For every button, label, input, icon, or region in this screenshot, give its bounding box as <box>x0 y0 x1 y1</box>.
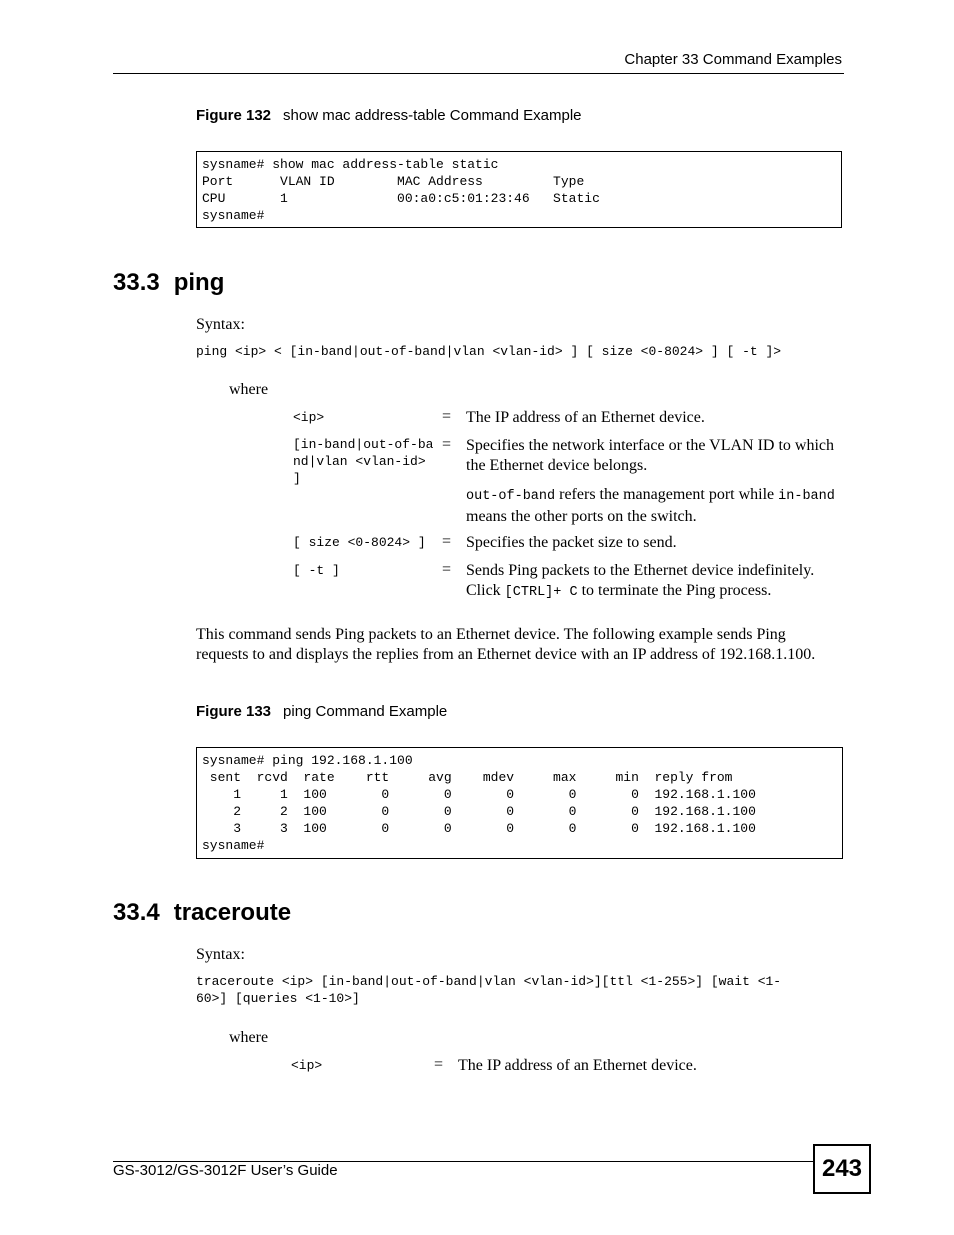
param-term: <ip> <box>291 1058 323 1073</box>
body-paragraph: This command sends Ping packets to an Ethernet device. The following example sends Ping requests to and displays the replies from an Ethernet device with an IP address of 192.168.1.100. <box>196 626 816 663</box>
param-term: <ip> <box>293 410 325 425</box>
figure-title: show mac address-table Command Example <box>283 107 582 124</box>
header-rule <box>113 73 844 74</box>
section-heading-ping <box>113 269 224 297</box>
inline-code: in-band <box>778 489 835 504</box>
param-term: [ size <0-8024> ] <box>293 535 426 550</box>
param-equals: = <box>442 533 452 550</box>
section-heading-traceroute <box>113 899 291 927</box>
figure-133-code-box <box>196 747 843 859</box>
figure-label: Figure 132 <box>196 107 272 124</box>
figure-132-caption <box>196 107 582 124</box>
syntax-label: Syntax: <box>196 946 245 963</box>
traceroute-syntax: traceroute <ip> [in-band|out-of-band|vlan <vlan-id>][ttl <1-255>] [wait <1- 60>] [queries <1-10>] <box>196 974 782 1006</box>
param-term: [in-band|out-of-band|vlan <vlan-id> ] <box>293 437 434 486</box>
section-number: 33.3 <box>113 269 160 296</box>
footer-guide-title: GS-3012/GS-3012F User’s Guide <box>113 1162 338 1179</box>
param-term: [ -t ] <box>293 563 340 578</box>
figure-133-code: sysname# ping 192.168.1.100 sent rcvd rate rtt avg mdev max min reply from 1 1 100 0 0 0 0 0 192.168.1.100 2 2 100 0 0 0 0 0 192.168.1.100 3 3 100 0 0 0 0 0 192.168.1.100 sysname# <box>202 753 756 853</box>
running-header: Chapter 33 Command Examples <box>624 51 842 68</box>
param-description: Specifies the network interface or the VLAN ID to which the Ethernet device belongs. <box>466 437 835 474</box>
param-description: Sends Ping packets to the Ethernet device indefinitely. Click [CTRL]+ C to terminate the Ping process. <box>466 562 815 600</box>
param-equals: = <box>442 436 452 453</box>
param-equals: = <box>434 1056 444 1073</box>
figure-132-code: sysname# show mac address-table static Port VLAN ID MAC Address Type CPU 1 00:a0:c5:01:23:46 Static sysname# <box>202 157 600 223</box>
where-label: where <box>229 1029 269 1046</box>
param-description: The IP address of an Ethernet device. <box>458 1057 697 1074</box>
section-number: 33.4 <box>113 899 160 926</box>
ping-syntax: ping <ip> < [in-band|out-of-band|vlan <vlan-id> ] [ size <0-8024> ] [ -t ]> <box>196 344 782 359</box>
param-description: The IP address of an Ethernet device. <box>466 409 705 426</box>
param-description-note: out-of-band refers the management port while in-band means the other ports on the switch. <box>466 486 835 525</box>
param-description: Specifies the packet size to send. <box>466 534 677 551</box>
syntax-label: Syntax: <box>196 316 245 333</box>
figure-132-code-box <box>196 151 842 228</box>
param-equals: = <box>442 561 452 578</box>
inline-code: out-of-band <box>466 489 556 504</box>
figure-133-caption <box>196 703 447 720</box>
section-title: ping <box>173 269 225 296</box>
param-equals: = <box>442 408 452 425</box>
inline-code: [CTRL]+ C <box>504 585 578 600</box>
figure-title: ping Command Example <box>283 703 448 720</box>
figure-label: Figure 133 <box>196 703 272 720</box>
where-label: where <box>229 381 269 398</box>
page-number: 243 <box>813 1144 871 1194</box>
section-title: traceroute <box>173 899 292 926</box>
